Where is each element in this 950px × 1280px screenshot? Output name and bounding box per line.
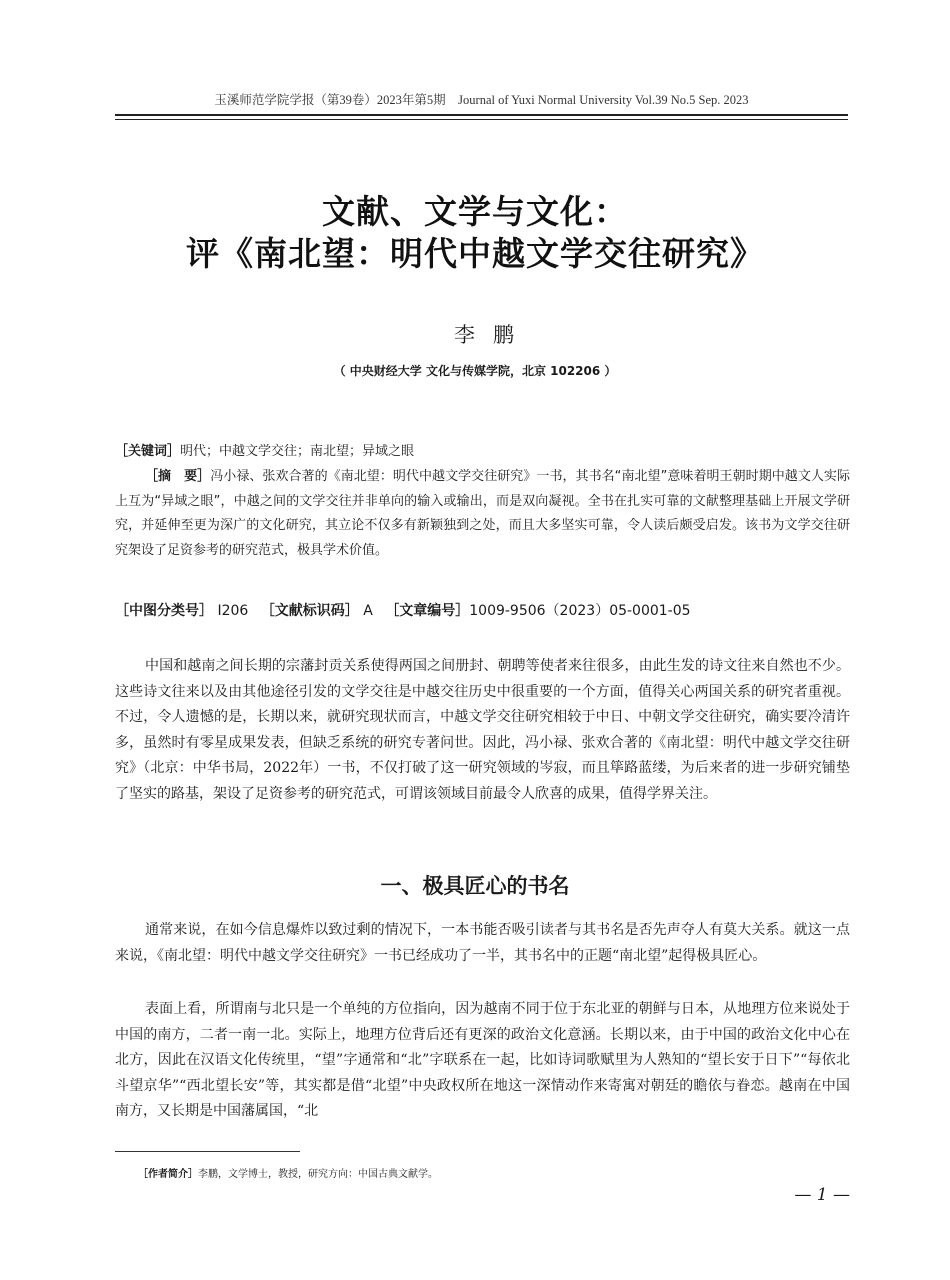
doc-code-value: A xyxy=(363,603,373,619)
abstract-block xyxy=(115,465,850,563)
footnote-rule xyxy=(115,1151,300,1152)
clc-value: I206 xyxy=(217,603,249,619)
author-name: 李鹏 xyxy=(454,323,532,347)
page-number: — 1 — xyxy=(794,1185,850,1205)
keywords-label: ［关键词］ xyxy=(115,444,181,459)
clc-label: ［中图分类号］ xyxy=(115,603,213,619)
header-rule-thin xyxy=(115,119,848,120)
body-paragraph-1: 中国和越南之间长期的宗藩封贡关系使得两国之间册封、朝聘等使者来往很多，由此生发的诗文往来自然也不少。这些诗文往来以及由其他途径引发的文学交往是中越交往历史中很重要的一个方面，值得关心两国关系的研究者重视。不过，令人遗憾的是，长期以来，就研究现状而言，中越文学交往研究相较于中日、中朝文学交往研究，确实要冷清许多，虽然时有零星成果发表，但缺乏系统的研究专著问世。因此，冯小禄、张欢合著的《南北望：明代中越文学交往研究》（北京：中华书局，2022年）一书，不仅打破了这一研究领域的岑寂，而且筚路蓝缕，为后来者的进一步研究铺垫了坚实的路基，架设了足资参考的研究范式，可谓该领域目前最令人欣喜的成果，值得学界关注。 xyxy=(115,658,850,802)
keywords-line xyxy=(115,440,850,464)
body-paragraph-2: 通常来说，在如今信息爆炸以致过剩的情况下，一本书能否吸引读者与其书名是否先声夺人有莫大关系。就这一点来说，《南北望：明代中越文学交往研究》一书已经成功了一半，其书名中的正题“南北望”起得极具匠心。 xyxy=(115,922,850,964)
article-number-value: 1009-9506（2023）05-0001-05 xyxy=(469,603,691,619)
classification-line xyxy=(115,599,850,623)
article-title-line1: 文献、文学与文化： xyxy=(322,192,628,231)
abstract-label: ［摘 要］ xyxy=(145,469,211,484)
section-heading-1: 一、极具匠心的书名 xyxy=(380,874,570,898)
author-footnote xyxy=(138,1165,438,1180)
header-rule-thick xyxy=(115,114,848,116)
footnote-text: 李鹏，文学博士，教授，研究方向：中国古典文献学。 xyxy=(198,1169,438,1180)
body-paragraph-3: 表面上看，所谓南与北只是一个单纯的方位指向，因为越南不同于位于东北亚的朝鲜与日本，从地理方位来说处于中国的南方，二者一南一北。实际上，地理方位背后还有更深的政治文化意涵。长期以来，由于中国的政治文化中心在北方，因此在汉语文化传统里，“望”字通常和“北”字联系在一起，比如诗词歌赋里为人熟知的“望长安于日下”“每依北斗望京华”“西北望长安”等，其实都是借“北望”中央政权所在地这一深情动作来寄寓对朝廷的瞻依与眷恋。越南在中国南方，又长期是中国藩属国，“北 xyxy=(115,1001,850,1119)
footnote-label: ［作者简介］ xyxy=(138,1169,198,1180)
article-title-line2: 评《南北望：明代中越文学交往研究》 xyxy=(186,234,764,273)
author-affiliation: （ 中央财经大学 文化与传媒学院，北京 102206 ） xyxy=(333,364,617,378)
article-number-label: ［文章编号］ xyxy=(385,603,470,619)
running-head: 玉溪师范学院学报（第39卷）2023年第5期 Journal of Yuxi Normal University Vol.39 No.5 Sep. 2023 xyxy=(214,93,749,107)
keywords-text: 明代；中越文学交往；南北望；异域之眼 xyxy=(180,444,415,459)
doc-code-label: ［文献标识码］ xyxy=(260,603,359,619)
abstract-text: 冯小禄、张欢合著的《南北望：明代中越文学交往研究》一书，其书名“南北望”意味着明王朝时期中越文人实际上互为“异域之眼”，中越之间的文学交往并非单向的输入或输出，而是双向凝视。全书在扎实可靠的文献整理基础上开展文学研究，并延伸至更为深广的文化研究，其立论不仅多有新颖独到之处，而且大多坚实可靠，令人读后颇受启发。该书为文学交往研究架设了足资参考的研究范式，极具学术价值。 xyxy=(115,469,850,558)
